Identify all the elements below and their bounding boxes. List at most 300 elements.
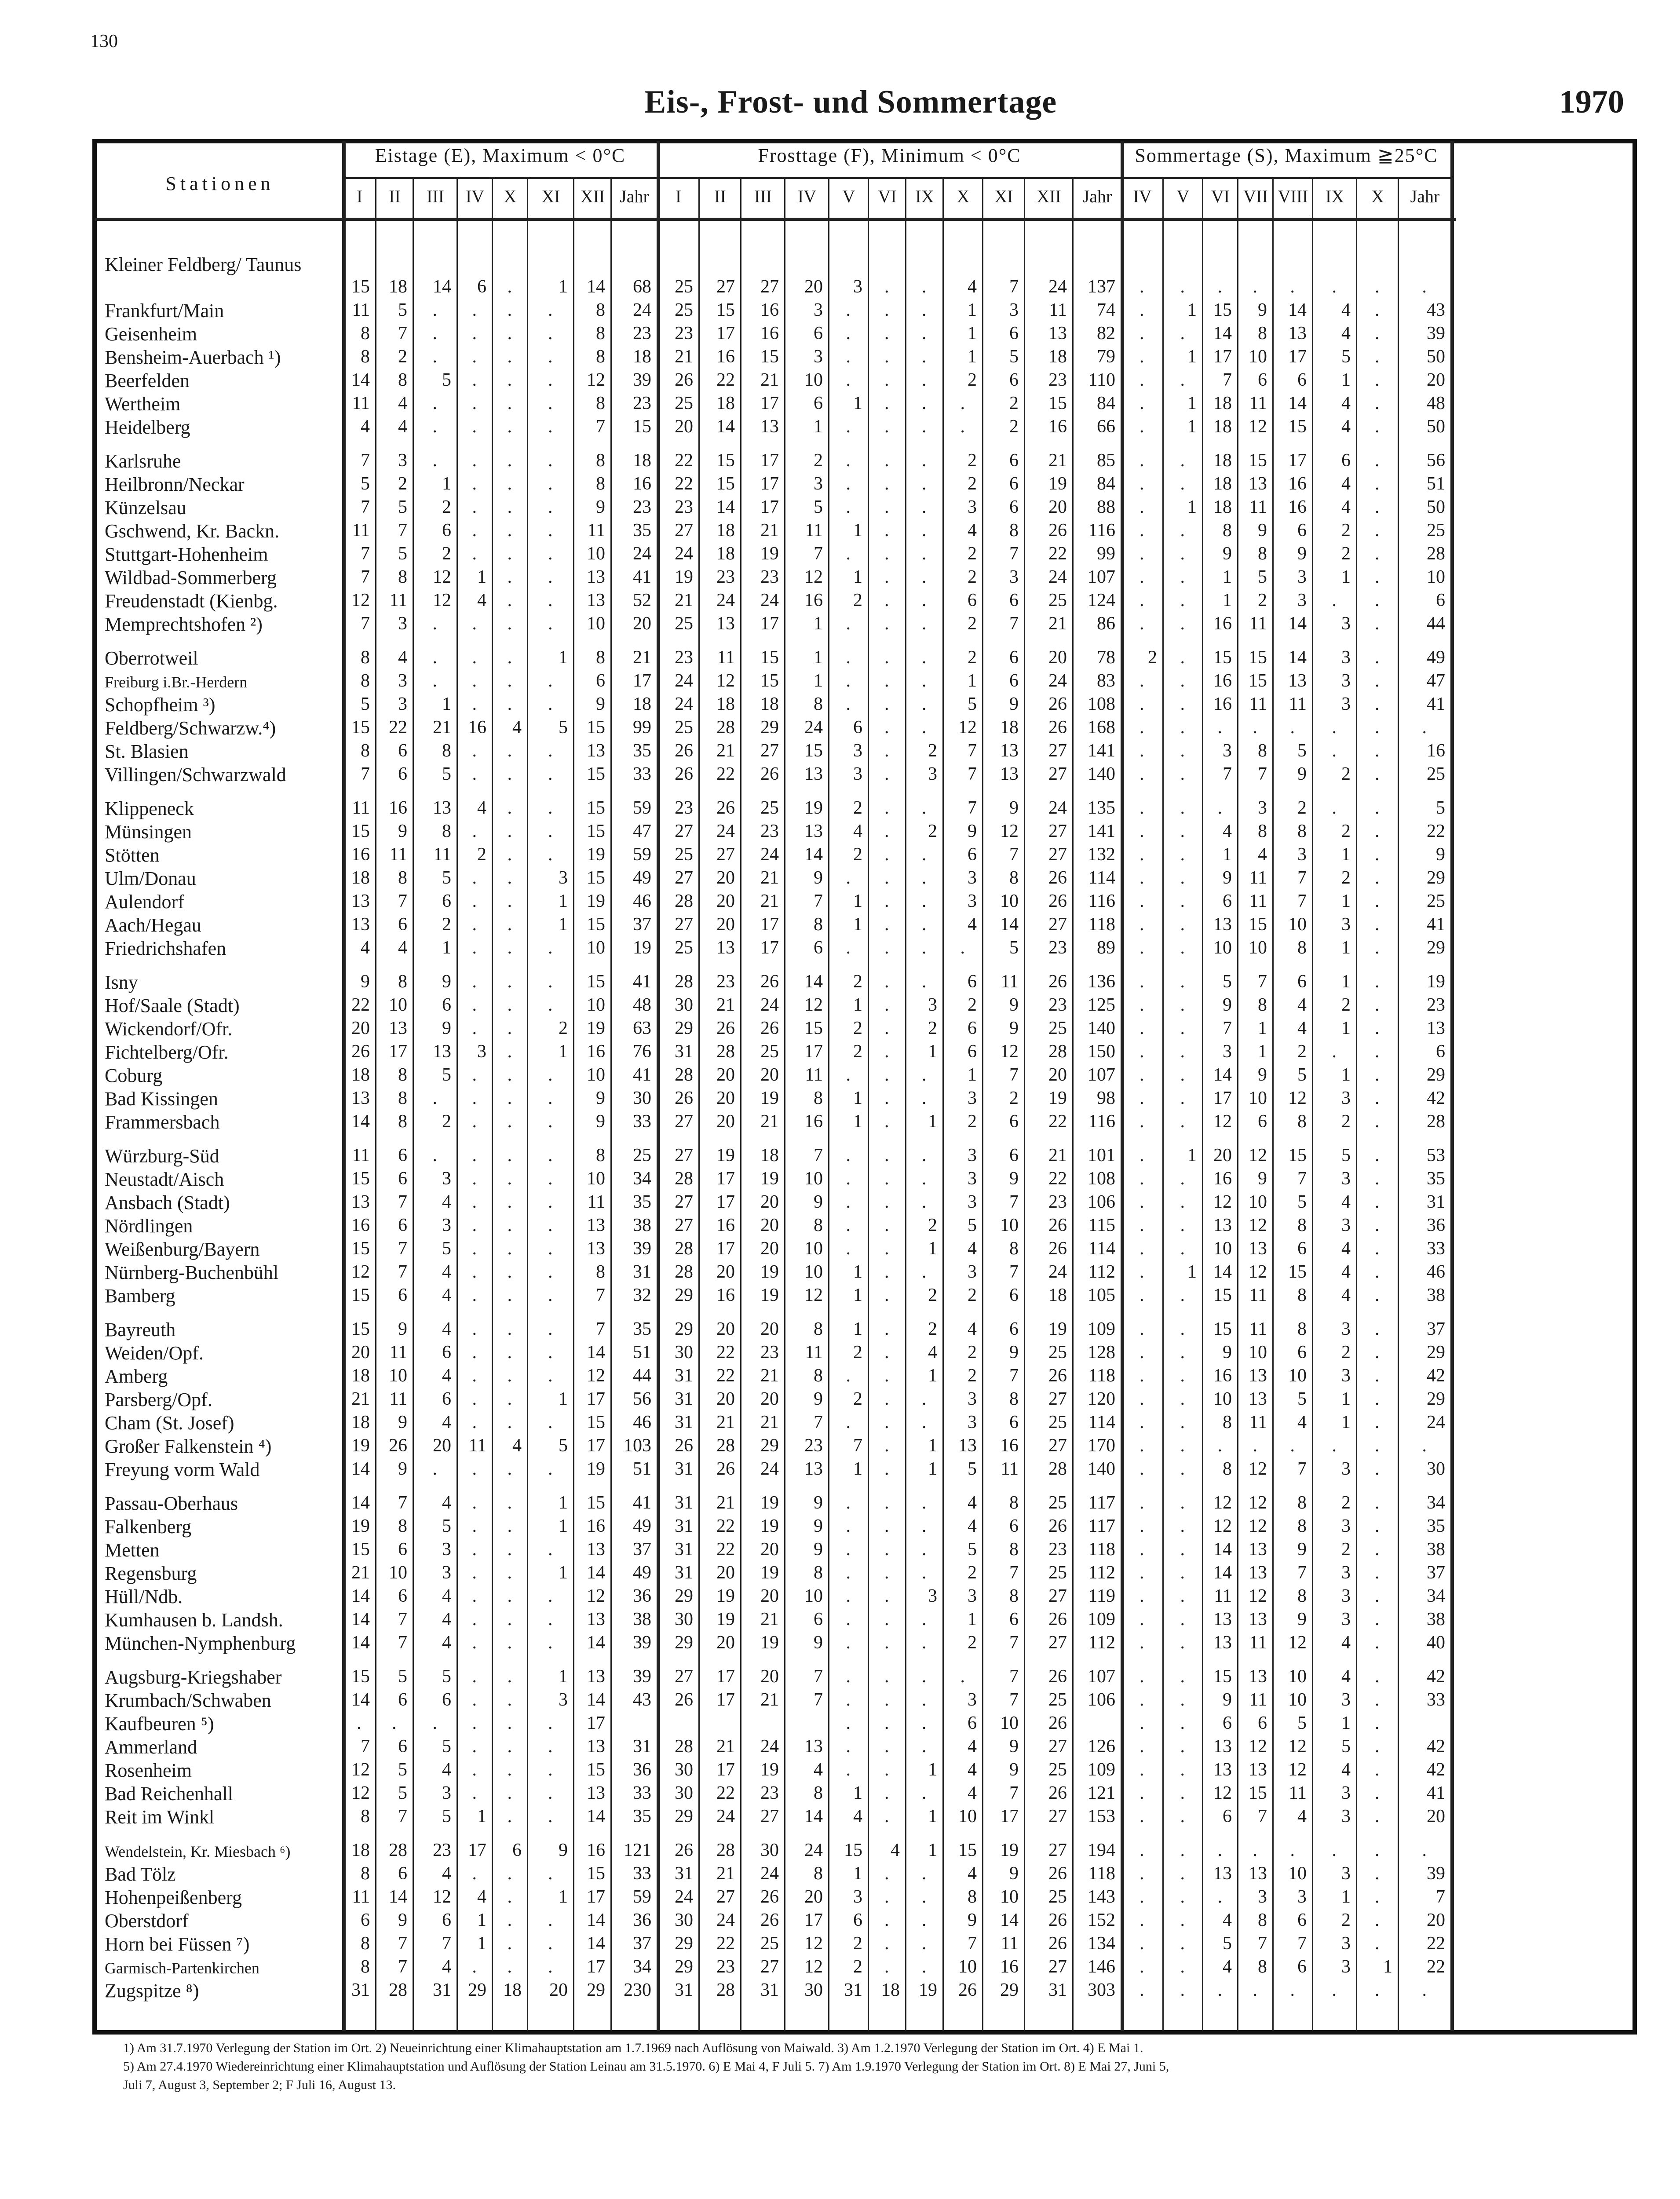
table-cell: . [507, 1690, 512, 1710]
table-cell: 3 [1258, 798, 1267, 818]
table-cell: 3 [968, 1169, 977, 1189]
table-cell: 28 [716, 1436, 735, 1456]
table-cell: 11 [1289, 1783, 1307, 1803]
table-cell: . [1375, 1633, 1380, 1653]
table-cell: 170 [1088, 1436, 1115, 1456]
table-cell: . [507, 1111, 512, 1132]
table-cell: . [1180, 1041, 1185, 1062]
table-cell: 21 [351, 1389, 370, 1409]
table-cell: 1 [968, 671, 977, 691]
table-cell: . [548, 1065, 553, 1085]
table-cell: . [507, 1238, 512, 1259]
table-cell: 7 [1009, 1192, 1019, 1212]
table-cell: 3 [1341, 1563, 1351, 1583]
station-name: Freyung vorm Wald [105, 1459, 260, 1480]
table-cell: 121 [1088, 1783, 1115, 1803]
table-cell: . [507, 393, 512, 413]
table-cell: . [507, 497, 512, 517]
table-cell: 11 [1249, 694, 1267, 714]
table-cell: 7 [1258, 1806, 1267, 1826]
table-cell: . [846, 614, 851, 634]
table-cell: 8 [361, 1933, 370, 1954]
table-cell: 6 [1009, 1111, 1019, 1132]
table-cell: 7 [398, 1609, 407, 1629]
table-cell: . [1375, 450, 1380, 471]
table-cell: 15 [351, 1319, 370, 1339]
table-cell: 6 [398, 741, 407, 761]
table-cell: 11 [587, 1192, 605, 1212]
table-cell: 2 [1341, 1910, 1351, 1930]
station-name: Geisenheim [105, 323, 197, 345]
table-cell: 9 [1009, 1018, 1019, 1038]
table-cell: . [472, 1065, 477, 1085]
table-cell: 8 [1258, 741, 1267, 761]
table-cell: 1 [928, 1459, 937, 1479]
table-cell: 25 [1048, 1493, 1067, 1513]
table-cell: . [1139, 1238, 1144, 1259]
table-cell: . [922, 914, 927, 935]
table-cell: 19 [1000, 1840, 1019, 1860]
table-cell: . [884, 1713, 889, 1733]
table-cell: 4 [398, 938, 407, 958]
table-cell: 22 [675, 474, 693, 494]
table-cell: 13 [1288, 671, 1307, 691]
table-cell: 29 [1000, 1980, 1019, 2000]
table-cell: . [846, 647, 851, 668]
table-cell: 4 [853, 1806, 862, 1826]
table-cell: 21 [1048, 1145, 1067, 1165]
table-cell: . [1139, 717, 1144, 738]
month-header: Jahr [1082, 186, 1112, 206]
table-cell: . [1375, 891, 1380, 911]
table-cell: 38 [633, 1609, 651, 1629]
table-cell: 12 [587, 1366, 605, 1386]
table-cell: 26 [389, 1436, 407, 1456]
table-cell: . [884, 1065, 889, 1085]
table-cell: . [392, 1713, 397, 1733]
table-cell: 3 [1223, 1041, 1232, 1062]
table-cell: . [1139, 972, 1144, 992]
table-cell: . [1139, 938, 1144, 958]
table-cell: . [1139, 1192, 1144, 1212]
table-cell: . [507, 1459, 512, 1479]
table-cell: . [922, 520, 927, 541]
station-name: Frankfurt/Main [105, 300, 224, 321]
table-cell: . [472, 614, 477, 634]
table-cell: . [1139, 1215, 1144, 1235]
table-cell: . [507, 1342, 512, 1363]
table-cell: 15 [587, 1412, 605, 1432]
table-cell: 5 [442, 1666, 451, 1687]
table-cell: 3 [853, 764, 862, 784]
table-cell: . [922, 1863, 927, 1884]
table-cell: 8 [1297, 1215, 1307, 1235]
table-cell: 1 [1341, 972, 1351, 992]
table-cell: 4 [442, 1957, 451, 1977]
table-cell: 20 [804, 277, 823, 297]
table-cell: 25 [1048, 1887, 1067, 1907]
table-cell: 15 [351, 1238, 370, 1259]
table-cell: 18 [1213, 450, 1232, 471]
table-cell: . [1375, 1145, 1380, 1165]
table-cell: 30 [675, 1342, 693, 1363]
table-cell: 8 [361, 347, 370, 367]
station-name: Oberstdorf [105, 1910, 189, 1932]
table-cell: . [507, 972, 512, 992]
table-cell: 1 [1341, 844, 1351, 865]
table-cell: 13 [587, 1609, 605, 1629]
table-cell: . [507, 1319, 512, 1339]
table-cell: . [1375, 741, 1380, 761]
table-cell: . [507, 1760, 512, 1780]
table-cell: 17 [804, 1041, 823, 1062]
table-cell: . [507, 474, 512, 494]
table-cell: 14 [587, 1633, 605, 1653]
table-cell: . [922, 300, 927, 320]
table-cell: 112 [1088, 1633, 1115, 1653]
table-cell: 79 [1097, 347, 1115, 367]
table-cell: . [846, 1493, 851, 1513]
page-title: Eis-, Frost- und Sommertage [644, 84, 1057, 120]
table-cell: 33 [633, 1111, 651, 1132]
table-cell: 12 [1213, 1192, 1232, 1212]
table-cell: . [922, 717, 927, 738]
table-cell: . [1375, 1910, 1380, 1930]
table-cell: . [846, 450, 851, 471]
table-cell: . [884, 1666, 889, 1687]
table-cell: 16 [351, 1215, 370, 1235]
table-cell: . [507, 1609, 512, 1629]
table-cell: 118 [1088, 914, 1115, 935]
table-cell: 26 [716, 1018, 735, 1038]
table-cell: . [1375, 1436, 1380, 1456]
table-cell: 15 [716, 450, 735, 471]
table-cell: 2 [1341, 995, 1351, 1015]
table-cell: . [922, 416, 927, 437]
table-cell: . [1422, 717, 1427, 738]
table-cell: 2 [1009, 416, 1019, 437]
table-cell: 29 [1427, 1389, 1445, 1409]
station-name: Bad Kissingen [105, 1088, 218, 1110]
table-cell: . [884, 300, 889, 320]
table-cell: . [1375, 694, 1380, 714]
table-cell: 7 [1009, 1262, 1019, 1282]
table-cell: . [1180, 844, 1185, 865]
table-cell: . [1375, 1516, 1380, 1536]
table-cell: 3 [968, 1690, 977, 1710]
table-cell: 140 [1088, 764, 1115, 784]
table-cell: 24 [675, 694, 693, 714]
table-cell: 14 [1288, 393, 1307, 413]
table-cell: . [1139, 1806, 1144, 1826]
table-cell: . [884, 1169, 889, 1189]
table-cell: 5 [559, 1436, 568, 1456]
table-cell: 6 [1009, 497, 1019, 517]
table-cell: 15 [587, 972, 605, 992]
table-cell: 2 [968, 474, 977, 494]
table-cell: 1 [928, 1436, 937, 1456]
table-cell: . [1139, 1412, 1144, 1432]
table-cell: 11 [1249, 1690, 1267, 1710]
table-cell: 3 [1341, 1586, 1351, 1606]
table-cell: 21 [675, 590, 693, 610]
table-cell: 15 [587, 914, 605, 935]
table-cell: 6 [1009, 1319, 1019, 1339]
table-cell: . [1180, 1806, 1185, 1826]
table-cell: . [472, 1366, 477, 1386]
table-cell: . [472, 1262, 477, 1282]
table-cell: . [472, 1666, 477, 1687]
table-cell: 10 [587, 995, 605, 1015]
header-divider [343, 177, 1451, 179]
table-cell: 107 [1088, 1065, 1115, 1085]
table-cell: 23 [675, 647, 693, 668]
table-cell: 1 [442, 474, 451, 494]
table-cell: 2 [968, 1111, 977, 1132]
table-cell: 6 [1009, 590, 1019, 610]
table-cell: 26 [1048, 694, 1067, 714]
table-cell: 20 [351, 1342, 370, 1363]
table-cell: 8 [398, 370, 407, 390]
table-cell: 26 [760, 972, 779, 992]
table-cell: 1 [442, 694, 451, 714]
table-cell: 6 [1009, 647, 1019, 668]
table-cell: 5 [442, 1238, 451, 1259]
table-cell: 6 [442, 1389, 451, 1409]
table-cell: 18 [1048, 347, 1067, 367]
table-cell: 13 [760, 416, 779, 437]
table-cell: 9 [596, 694, 605, 714]
table-cell: . [472, 1863, 477, 1884]
table-cell: 7 [1009, 1690, 1019, 1710]
table-cell: . [548, 821, 553, 841]
table-cell: 26 [1048, 972, 1067, 992]
table-cell: 17 [716, 1238, 735, 1259]
station-name: Freiburg i.Br.-Herdern [105, 673, 248, 691]
table-cell: 17 [1213, 347, 1232, 367]
table-cell: . [472, 1563, 477, 1583]
table-cell: 24 [760, 844, 779, 865]
table-cell: . [1180, 1563, 1185, 1583]
table-cell: 39 [1427, 1863, 1445, 1884]
table-cell: 18 [633, 347, 651, 367]
table-cell: 37 [1427, 1319, 1445, 1339]
table-cell: 10 [1249, 938, 1267, 958]
table-cell: 6 [398, 764, 407, 784]
table-cell: 1 [853, 1783, 862, 1803]
table-cell: 1 [968, 347, 977, 367]
table-cell: . [846, 1633, 851, 1653]
table-cell: 5 [398, 1666, 407, 1687]
table-cell: . [507, 1957, 512, 1977]
table-cell: 22 [675, 450, 693, 471]
table-cell: 44 [633, 1366, 651, 1386]
table-cell: 30 [675, 1910, 693, 1930]
table-cell: . [1180, 868, 1185, 888]
table-cell: . [472, 764, 477, 784]
table-cell: . [1139, 1609, 1144, 1629]
table-cell: 50 [1427, 416, 1445, 437]
table-cell: 2 [853, 1342, 862, 1363]
table-cell: 13 [804, 764, 823, 784]
table-cell: . [472, 1412, 477, 1432]
station-name: Ammerland [105, 1736, 197, 1758]
table-cell: . [884, 323, 889, 343]
table-cell: 13 [1213, 1863, 1232, 1884]
table-cell: . [472, 1609, 477, 1629]
table-cell: 15 [587, 764, 605, 784]
table-cell: . [1139, 1088, 1144, 1108]
table-cell: . [846, 868, 851, 888]
table-cell: 2 [853, 844, 862, 865]
table-cell: 15 [587, 821, 605, 841]
table-cell: 16 [1288, 497, 1307, 517]
table-cell: 16 [716, 347, 735, 367]
table-cell: . [1375, 1736, 1380, 1757]
table-cell: 1 [559, 1516, 568, 1536]
table-cell: 12 [804, 1957, 823, 1977]
table-cell: . [922, 323, 927, 343]
table-cell: . [548, 1760, 553, 1780]
table-cell: 20 [760, 1065, 779, 1085]
table-cell: . [1180, 1633, 1185, 1653]
table-cell: . [922, 1539, 927, 1560]
table-cell: . [846, 1539, 851, 1560]
table-cell: 4 [853, 821, 862, 841]
table-cell: 31 [675, 1980, 693, 2000]
table-cell: 14 [1000, 1910, 1019, 1930]
table-cell: . [922, 1910, 927, 1930]
table-cell: 15 [804, 1018, 823, 1038]
footnote: 5) Am 27.4.1970 Wiedereinrichtung einer Klimahauptstation und Auflösung der Station Leinau am 31.5.1970. 6) E Mai 4, F Juli 5. 7) Am 1.9.1970 Verlegung der Station im Ort. 8) E Mai 27, Juni 5, [123, 2059, 1169, 2074]
table-cell: . [1332, 277, 1337, 297]
table-cell: 4 [1341, 323, 1351, 343]
table-cell: 11 [352, 300, 370, 320]
table-cell: . [1180, 741, 1185, 761]
table-cell: 8 [1258, 995, 1267, 1015]
table-cell: 4 [442, 1262, 451, 1282]
table-cell: 18 [716, 520, 735, 541]
table-cell: 41 [633, 567, 651, 587]
table-cell: . [1139, 323, 1144, 343]
table-cell: 24 [716, 590, 735, 610]
table-cell: 6 [398, 1690, 407, 1710]
table-cell: 12 [351, 1262, 370, 1282]
table-cell: 1 [559, 1493, 568, 1513]
station-name: Freudenstadt (Kienbg. [105, 590, 278, 612]
table-cell: 19 [587, 1018, 605, 1038]
table-cell: 24 [1048, 671, 1067, 691]
table-cell: . [548, 416, 553, 437]
table-cell: 4 [1258, 844, 1267, 865]
table-cell: 6 [968, 972, 977, 992]
table-cell: . [846, 1609, 851, 1629]
table-cell: 3 [1341, 1169, 1351, 1189]
table-cell: . [1180, 1910, 1185, 1930]
table-cell: 21 [716, 995, 735, 1015]
table-cell: . [846, 1192, 851, 1212]
table-cell: . [1332, 590, 1337, 610]
table-cell: . [548, 393, 553, 413]
table-cell: . [1139, 347, 1144, 367]
table-cell: 19 [760, 1262, 779, 1282]
table-cell: . [1139, 1563, 1144, 1583]
table-cell: 7 [814, 891, 823, 911]
month-header: IX [915, 186, 934, 206]
table-cell: 88 [1097, 497, 1115, 517]
table-cell: 9 [398, 1459, 407, 1479]
table-cell: 26 [760, 764, 779, 784]
table-cell: . [1375, 1215, 1380, 1235]
station-name: Krumbach/Schwaben [105, 1690, 271, 1711]
table-cell: 7 [1297, 1563, 1307, 1583]
table-cell: 13 [804, 1736, 823, 1757]
table-cell: . [1375, 1783, 1380, 1803]
footnote: 1) Am 31.7.1970 Verlegung der Station im Ort. 2) Neueinrichtung einer Klimahauptstation am 1.7.1969 nach Auflösung von Maiwald. 3) Am 1.2.1970 Verlegung der Station im Ort. 4) E Mai 1. [123, 2041, 1143, 2055]
table-cell: 41 [633, 1493, 651, 1513]
table-cell: 7 [1258, 972, 1267, 992]
table-cell: 18 [351, 1065, 370, 1085]
table-cell: . [548, 1933, 553, 1954]
table-cell: 7 [814, 1666, 823, 1687]
table-cell: 14 [351, 1111, 370, 1132]
table-cell: 17 [760, 614, 779, 634]
table-cell: 1 [853, 1088, 862, 1108]
table-cell: 4 [1297, 1018, 1307, 1038]
table-cell: 109 [1088, 1319, 1115, 1339]
table-cell: 17 [1213, 1088, 1232, 1108]
table-cell: 27 [675, 914, 693, 935]
table-cell: . [1375, 1863, 1380, 1884]
table-cell: 14 [351, 1690, 370, 1710]
table-cell: 8 [1258, 323, 1267, 343]
table-cell: 6 [1258, 1713, 1267, 1733]
table-cell: 1 [928, 1840, 937, 1860]
table-cell: 37 [633, 1933, 651, 1954]
table-cell: 6 [968, 1713, 977, 1733]
table-cell: . [1139, 1319, 1144, 1339]
table-cell: . [548, 741, 553, 761]
table-cell: 105 [1088, 1285, 1115, 1305]
table-cell: 23 [675, 323, 693, 343]
table-cell: 150 [1088, 1041, 1115, 1062]
table-cell: 2 [853, 1018, 862, 1038]
table-cell: . [1139, 1389, 1144, 1409]
table-cell: 7 [968, 741, 977, 761]
table-cell: 117 [1088, 1493, 1115, 1513]
table-cell: 18 [351, 868, 370, 888]
table-cell: 3 [559, 868, 568, 888]
table-cell: 5 [1297, 741, 1307, 761]
table-cell: . [922, 1887, 927, 1907]
table-cell: 11 [1249, 1285, 1267, 1305]
table-cell: 24 [760, 1736, 779, 1757]
table-cell: 18 [1000, 717, 1019, 738]
table-cell: 30 [804, 1980, 823, 2000]
table-cell: 47 [1427, 671, 1445, 691]
table-cell: 26 [1048, 1783, 1067, 1803]
table-cell: 15 [1213, 1319, 1232, 1339]
station-name: Bad Reichenhall [105, 1783, 234, 1804]
table-cell: 34 [1427, 1586, 1445, 1606]
table-cell: . [1180, 1111, 1185, 1132]
table-cell: 6 [398, 1169, 407, 1189]
table-cell: . [1139, 1957, 1144, 1977]
table-cell: 18 [716, 393, 735, 413]
table-cell: 15 [1288, 1145, 1307, 1165]
table-cell: 106 [1088, 1690, 1115, 1710]
station-name: Weiden/Opf. [105, 1342, 204, 1364]
